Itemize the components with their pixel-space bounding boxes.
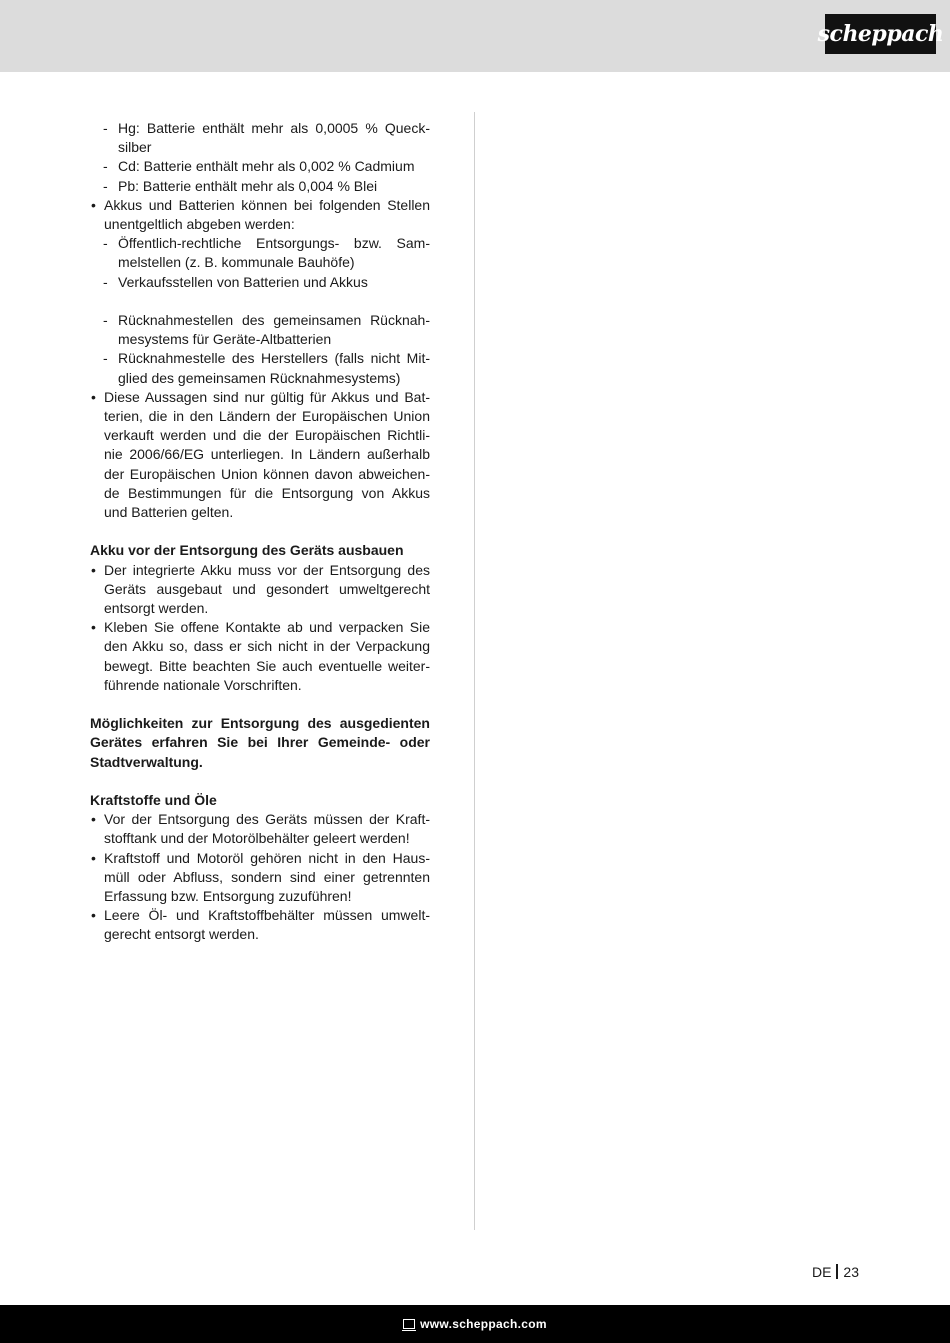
list-item-text: Pb: Batterie enthält mehr als 0,004 % Blei (118, 177, 378, 194)
page-number-value: 23 (843, 1264, 859, 1280)
list-item (90, 618, 430, 695)
dash-marker: - (103, 177, 108, 194)
dash-marker: - (103, 350, 108, 367)
list-item (90, 119, 430, 157)
dash-marker: - (103, 235, 108, 252)
left-column (90, 119, 430, 945)
list-item-text: Vor der Entsorgung des Geräts müssen der Kraft-stofftank und der Motorölbehälter geleert werden! (104, 811, 430, 847)
website-url[interactable]: www.scheppach.com (420, 1317, 547, 1331)
computer-icon (403, 1319, 415, 1329)
dash-marker: - (103, 273, 108, 290)
bullet-marker: • (91, 811, 96, 828)
list-item-text: Verkaufsstellen von Batterien und Akkus (118, 273, 368, 290)
list-item (90, 311, 430, 349)
list-item (90, 906, 430, 944)
list-item (90, 273, 430, 292)
list-item-text: Rücknahmestelle des Herstellers (falls nicht Mit-glied des gemeinsamen Rücknahmesystems) (118, 350, 430, 386)
page-number (812, 1264, 859, 1280)
bullet-marker: • (91, 561, 96, 578)
list-item (90, 234, 430, 272)
bullet-marker: • (91, 619, 96, 636)
bullet-marker: • (91, 849, 96, 866)
list-item (90, 388, 430, 522)
bullet-marker: • (91, 196, 96, 213)
disposal-note: Möglichkeiten zur Entsorgung des ausgedienten Gerätes erfahren Sie bei Ihrer Gemeinde- oder Stadtverwaltung. (90, 715, 430, 770)
dash-marker: - (103, 120, 108, 136)
list-item-text: Kraftstoff und Motoröl gehören nicht in den Haus-müll oder Abfluss, sondern sind einer getrennten Erfassung bzw. Entsorgung zuzuführen! (104, 849, 430, 905)
list-item-text: Der integrierte Akku muss vor der Entsorgung des Geräts ausgebaut und gesondert umweltgerecht entsorgt werden. (104, 561, 430, 617)
list-item (90, 810, 430, 848)
page-separator (836, 1264, 838, 1279)
list-item-text: Hg: Batterie enthält mehr als 0,0005 % Queck-silber (118, 120, 430, 156)
list-item (90, 177, 430, 196)
list-item (90, 157, 430, 176)
dash-marker: - (103, 312, 108, 329)
list-item (90, 349, 430, 387)
list-item-text: Diese Aussagen sind nur gültig für Akkus und Bat-terien, die in den Ländern der Europäischen Union verkauft werden und die der Europäischen Richtli-nie 2006/66/EG unterliegen. In Ländern außerhalb der Europäischen Union können davon abweichen-de Bestimmungen für die Entsorgung von Akkus und Batterien gelten. (104, 388, 430, 521)
list-item-text: Öffentlich-rechtliche Entsorgungs- bzw. Sam-melstellen (z. B. kommunale Bauhöfe) (118, 235, 430, 271)
bullet-marker: • (91, 388, 96, 405)
dash-marker: - (103, 158, 108, 175)
list-item-text: Akkus und Batterien können bei folgenden Stellen unentgeltlich abgeben werden: (104, 196, 430, 233)
list-item (90, 561, 430, 619)
bullet-marker: • (91, 907, 96, 924)
list-item-text: Leere Öl- und Kraftstoffbehälter müssen umwelt-gerecht entsorgt werden. (104, 907, 430, 943)
column-divider (474, 112, 475, 1230)
section-heading: Akku vor der Entsorgung des Geräts ausbauen (90, 542, 404, 559)
list-item-text: Kleben Sie offene Kontakte ab und verpacken Sie den Akku so, dass er sich nicht in der Verpackung bewegt. Bitte beachten Sie auch eventuelle weiter-führende nationale Vorschriften. (104, 619, 430, 693)
list-item-text: Rücknahmestellen des gemeinsamen Rücknah-mesystems für Geräte-Altbatterien (118, 312, 430, 348)
page-header (0, 0, 950, 72)
page-footer (0, 1305, 950, 1343)
list-item (90, 196, 430, 234)
list-item (90, 849, 430, 907)
section-heading: Kraftstoffe und Öle (90, 792, 217, 809)
scheppach-logo: scheppach (825, 14, 936, 54)
list-item-text: Cd: Batterie enthält mehr als 0,002 % Cadmium (118, 158, 415, 175)
language-code: DE (811, 1264, 832, 1280)
